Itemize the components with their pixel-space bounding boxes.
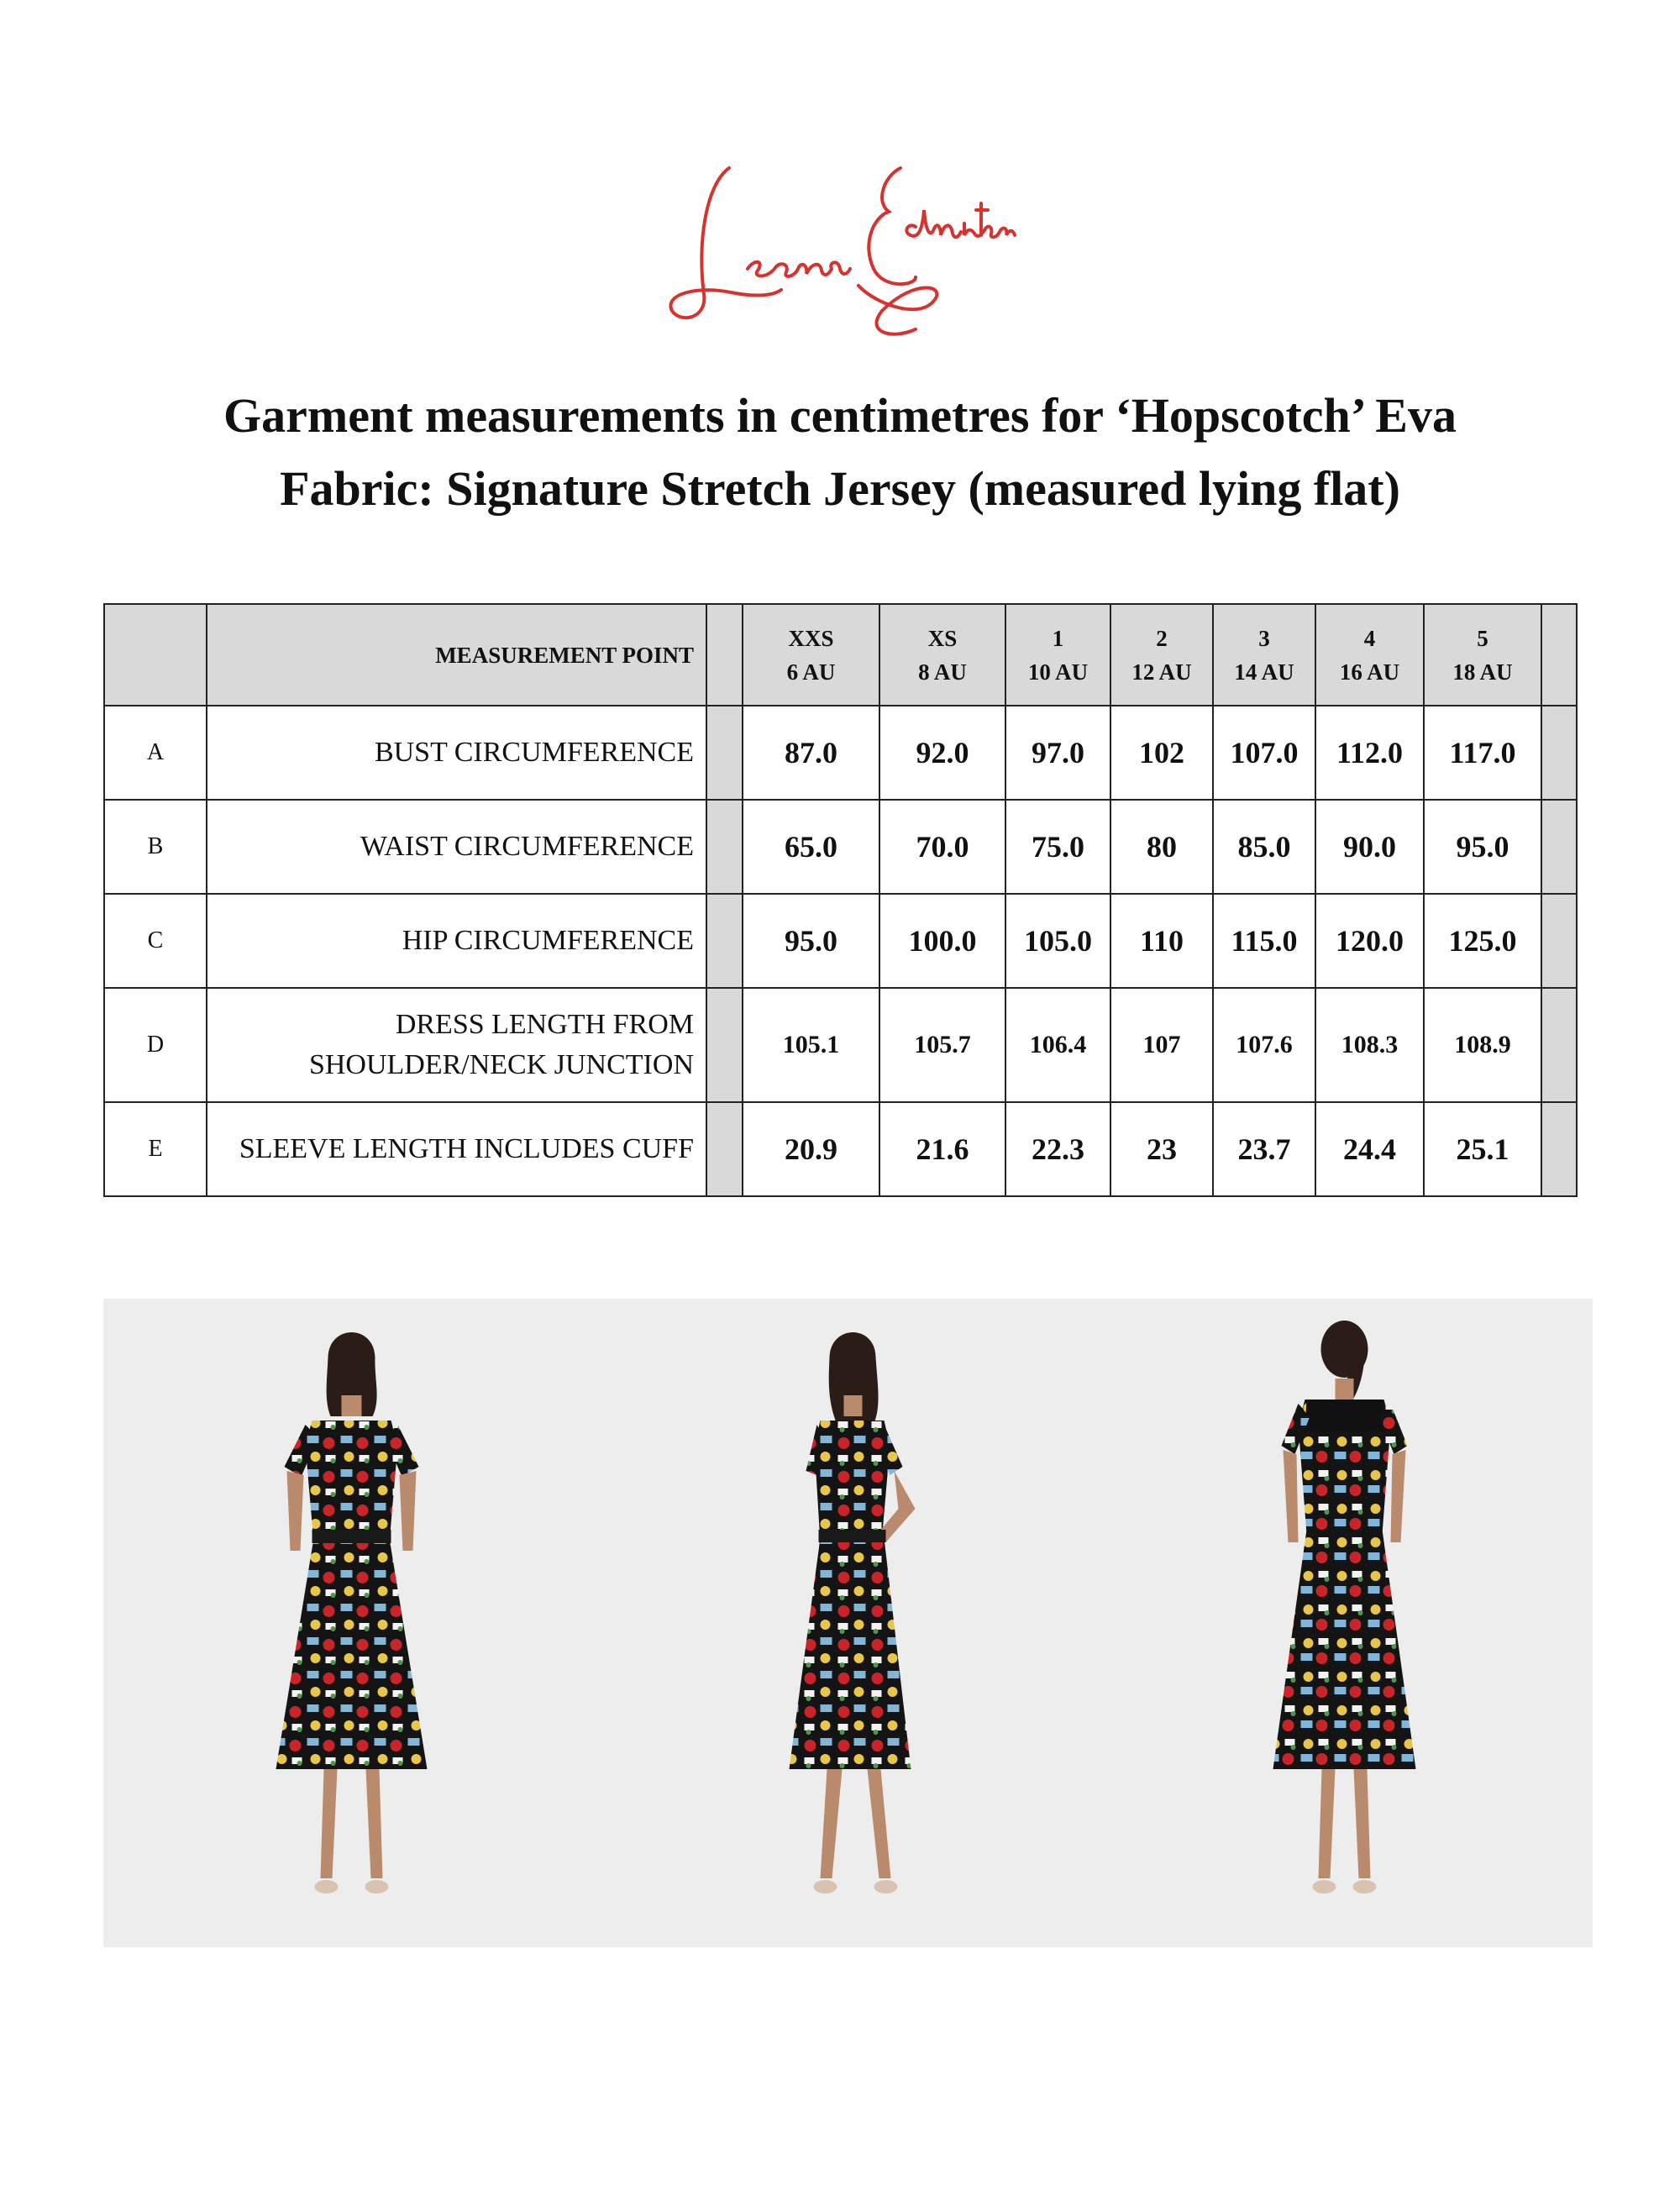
value-cell: 125.0	[1424, 894, 1541, 988]
spacer-cell	[706, 800, 743, 894]
fabric-subtitle: Fabric: Signature Stretch Jersey (measured lying flat)	[280, 461, 1400, 516]
row-code: D	[104, 988, 207, 1102]
value-cell: 117.0	[1424, 706, 1541, 800]
row-code: B	[104, 800, 207, 894]
header-blank-cell	[104, 604, 207, 706]
value-cell: 75.0	[1005, 800, 1110, 894]
header-size-2: 2 12 AU	[1110, 604, 1213, 706]
value-cell: 115.0	[1213, 894, 1315, 988]
value-cell: 70.0	[879, 800, 1005, 894]
model-photo-front	[103, 1299, 600, 1947]
leona-edmiston-logo	[664, 151, 1016, 344]
table-row	[104, 800, 1577, 894]
row-code: E	[104, 1102, 207, 1196]
table-row	[104, 988, 1577, 1102]
value-cell: 95.0	[743, 894, 879, 988]
model-front-figure	[103, 1299, 600, 1947]
header-size-3: 3 14 AU	[1213, 604, 1315, 706]
spacer-cell	[1541, 894, 1577, 988]
spacer-cell	[1541, 706, 1577, 800]
value-cell: 105.0	[1005, 894, 1110, 988]
value-cell: 65.0	[743, 800, 879, 894]
value-cell: 112.0	[1315, 706, 1424, 800]
value-cell: 20.9	[743, 1102, 879, 1196]
page-title: Garment measurements in centimetres for ‘Hopscotch’ Eva	[223, 388, 1457, 443]
model-photo-back	[1096, 1299, 1593, 1947]
value-cell: 25.1	[1424, 1102, 1541, 1196]
value-cell: 90.0	[1315, 800, 1424, 894]
spacer-cell	[1541, 1102, 1577, 1196]
model-photo-side	[600, 1299, 1096, 1947]
header-spacer-cell	[706, 604, 743, 706]
value-cell: 107.0	[1213, 706, 1315, 800]
value-cell: 80	[1110, 800, 1213, 894]
value-cell: 97.0	[1005, 706, 1110, 800]
spacer-cell	[706, 988, 743, 1102]
row-label: SLEEVE LENGTH INCLUDES CUFF	[207, 1102, 706, 1196]
value-cell: 92.0	[879, 706, 1005, 800]
table-row	[104, 894, 1577, 988]
value-cell: 108.9	[1424, 988, 1541, 1102]
row-code: C	[104, 894, 207, 988]
row-label-line: SHOULDER/NECK JUNCTION	[308, 1049, 694, 1080]
table-row	[104, 706, 1577, 800]
value-cell: 21.6	[879, 1102, 1005, 1196]
value-cell: 102	[1110, 706, 1213, 800]
spacer-cell	[1541, 988, 1577, 1102]
value-cell: 108.3	[1315, 988, 1424, 1102]
value-cell: 22.3	[1005, 1102, 1110, 1196]
value-cell: 23.7	[1213, 1102, 1315, 1196]
value-cell: 24.4	[1315, 1102, 1424, 1196]
value-cell: 120.0	[1315, 894, 1424, 988]
value-cell: 107	[1110, 988, 1213, 1102]
row-label: WAIST CIRCUMFERENCE	[207, 800, 706, 894]
row-label	[207, 988, 706, 1102]
model-photo-strip	[103, 1299, 1593, 1947]
model-side-figure	[600, 1299, 1096, 1947]
value-cell: 23	[1110, 1102, 1213, 1196]
header-size-4: 4 16 AU	[1315, 604, 1424, 706]
header-measurement-point: MEASUREMENT POINT	[207, 604, 706, 706]
value-cell: 100.0	[879, 894, 1005, 988]
spacer-cell	[706, 894, 743, 988]
header-size-1: 1 10 AU	[1005, 604, 1110, 706]
value-cell: 105.7	[879, 988, 1005, 1102]
model-back-figure	[1096, 1299, 1593, 1947]
value-cell: 106.4	[1005, 988, 1110, 1102]
row-label: BUST CIRCUMFERENCE	[207, 706, 706, 800]
row-label: HIP CIRCUMFERENCE	[207, 894, 706, 988]
header-size-xs: XS 8 AU	[879, 604, 1005, 706]
header-size-xxs: XXS 6 AU	[743, 604, 879, 706]
spacer-cell	[706, 706, 743, 800]
value-cell: 110	[1110, 894, 1213, 988]
spacer-cell	[706, 1102, 743, 1196]
value-cell: 85.0	[1213, 800, 1315, 894]
table-header-row	[104, 604, 1577, 706]
measurement-table	[103, 603, 1578, 1197]
row-code: A	[104, 706, 207, 800]
table-row	[104, 1102, 1577, 1196]
value-cell: 105.1	[743, 988, 879, 1102]
row-label-line: DRESS LENGTH FROM	[395, 1009, 694, 1040]
value-cell: 107.6	[1213, 988, 1315, 1102]
value-cell: 95.0	[1424, 800, 1541, 894]
header-size-5: 5 18 AU	[1424, 604, 1541, 706]
header-spacer-cell	[1541, 604, 1577, 706]
spacer-cell	[1541, 800, 1577, 894]
value-cell: 87.0	[743, 706, 879, 800]
